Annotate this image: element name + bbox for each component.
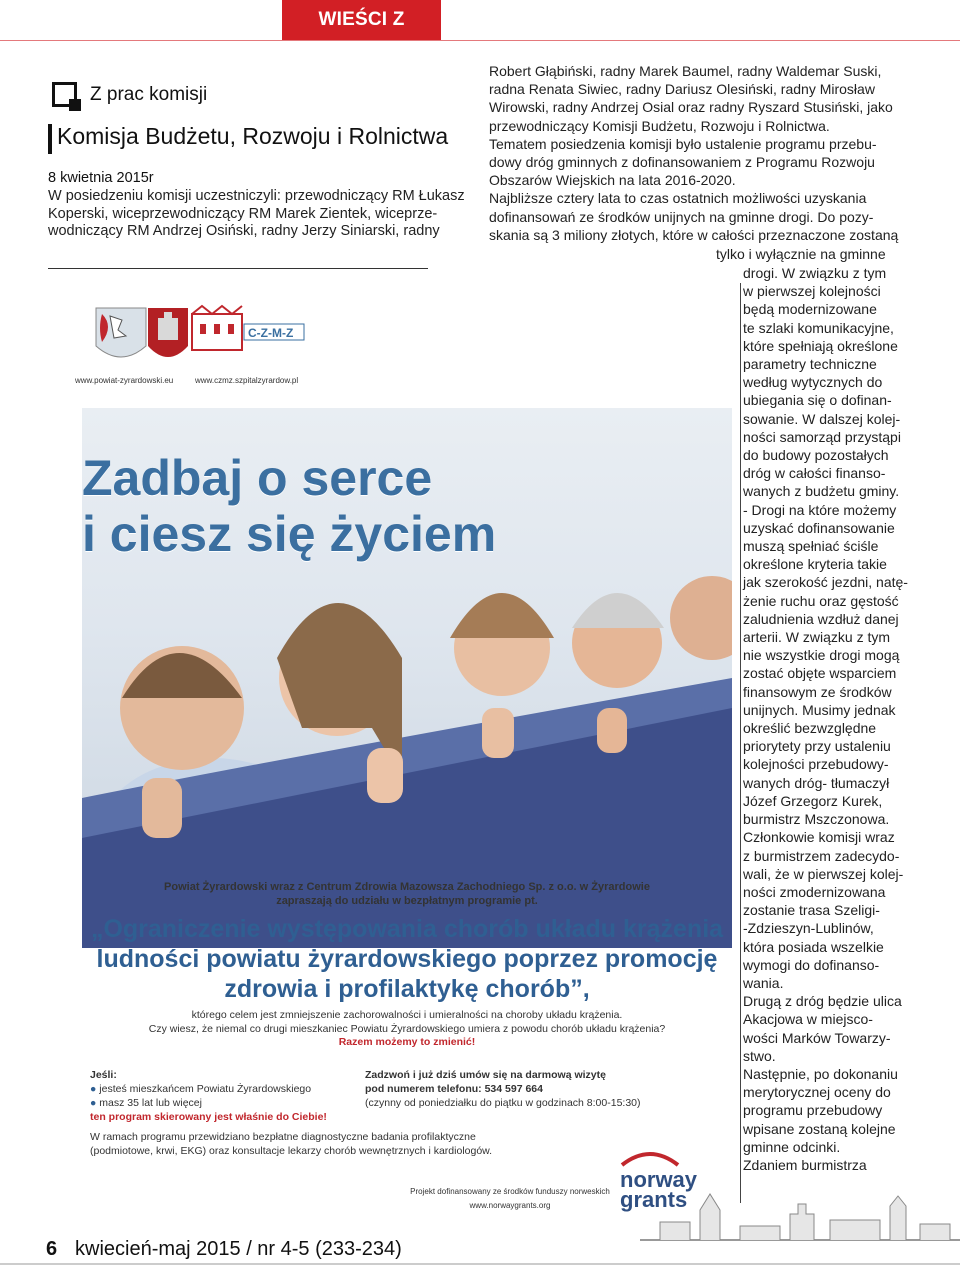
text-line: Obszarów Wiejskich na lata 2016-2020.: [489, 172, 736, 189]
article-date: 8 kwietnia 2015r: [48, 170, 154, 186]
column-rule: [740, 283, 741, 1203]
header-rule: [0, 40, 960, 41]
headline-line: i ciesz się życiem: [82, 506, 497, 562]
town-skyline-icon: [640, 1180, 960, 1250]
poster-text: Zadzwoń i już dziś umów się na darmową wizytę: [365, 1069, 606, 1081]
text-line: parametry techniczne: [743, 356, 877, 373]
list-item-text: jesteś mieszkańcem Powiatu Żyrardowskiego: [99, 1083, 312, 1095]
text-line: zaludnienia wzdłuż danej: [743, 610, 899, 627]
program-details: [90, 1130, 650, 1158]
program-title: zdrowia i profilaktykę chorób”,: [224, 975, 590, 1003]
text-line: programu przebudowy: [743, 1102, 883, 1119]
text-line: wanych z budżetu gminy.: [743, 483, 900, 500]
poster-text: Projekt dofinansowany ze środków funduszy norweskich: [410, 1187, 610, 1196]
logo-text: grants: [620, 1187, 688, 1212]
issue-info: kwiecień-maj 2015 / nr 4-5 (233-234): [75, 1238, 402, 1260]
text-line: nie wszystkie drogi mogą: [743, 647, 900, 664]
article-title: Komisja Budżetu, Rozwoju i Rolnictwa: [57, 123, 449, 149]
list-item: [90, 1082, 390, 1096]
poster-text: W ramach programu przewidziano bezpłatne diagnostyczne badania profilaktyczne: [90, 1131, 476, 1143]
text-line: Najbliższe cztery lata to czas ostatnich możliwości uzyskania: [489, 190, 867, 207]
text-line: burmistrz Mszczonowa.: [743, 811, 890, 828]
health-program-poster: [60, 290, 732, 1225]
text-line: drogi. W związku z tym: [743, 265, 887, 281]
text-line: żenie ruchu oraz gęstość: [743, 592, 899, 609]
text-line: określić bezwzględne: [743, 720, 877, 737]
program-title: ludności powiatu żyrardowskiego poprzez promocję: [96, 945, 718, 973]
poster-slogan: Razem możemy to zmienić!: [338, 1036, 476, 1048]
text-line: w pierwszej kolejności: [743, 283, 881, 300]
text-line: która posiada wszelkie: [743, 938, 884, 955]
text-line: W posiedzeniu komisji uczestniczyli: przewodniczący RM Łukasz: [48, 188, 465, 204]
text-line: Tematem posiedzenia komisji było ustalenie programu przebu-: [489, 135, 877, 152]
text-line: Wirowski, radny Andrzej Osial oraz radny Ryszard Stusiński, jako: [489, 99, 893, 116]
poster-text: (podmiotowe, krwi, EKG) oraz konsultacje lekarzy chorób wewnętrznych i kardiologów.: [90, 1145, 493, 1157]
poster-url: www.powiat-zyrardowski.eu: [75, 376, 174, 385]
funding-note: [390, 1185, 630, 1213]
text-line: skania są 3 miliony złotych, które w całości przeznaczone zostaną: [489, 226, 899, 243]
text-line: ności zmodernizowana: [743, 883, 886, 900]
poster-headline: [82, 450, 732, 562]
text-line: Członkowie komisji wraz: [743, 829, 895, 846]
text-line: radna Renata Siwiec, radny Dariusz Olesiński, radny Mirosław: [489, 81, 875, 98]
text-line: dowy dróg gminnych z dofinansowaniem z Programu Rozwoju: [489, 154, 875, 171]
text-line: zostać objęte wsparciem: [743, 665, 897, 682]
text-line: będą modernizowane: [743, 301, 877, 318]
page-number: 6: [46, 1238, 58, 1260]
poster-text: ten program skierowany jest właśnie do Ciebie!: [90, 1111, 327, 1123]
article-category: Z prac komisji: [90, 84, 208, 105]
footer-rule: [0, 1263, 960, 1265]
text-line: Robert Głąbiński, radny Marek Baumel, radny Waldemar Suski,: [489, 63, 882, 79]
list-item: [90, 1096, 390, 1110]
text-line: -Zdzieszyn-Lublinów,: [743, 920, 874, 937]
text-line: dofinansowań ze środków unijnych na gminne drogi. Do pozy-: [489, 208, 874, 225]
list-item-text: masz 35 lat lub więcej: [99, 1097, 202, 1109]
text-line: wodniczący RM Andrzej Osiński, radny Jerzy Siniarski, radny: [48, 223, 440, 239]
bullet-icon: ●: [90, 1097, 100, 1109]
text-line: wanych dróg- tłumaczył: [743, 774, 890, 791]
text-line: Zdaniem burmistrza: [743, 1156, 867, 1173]
checkbox-icon: [52, 82, 77, 107]
poster-text: Powiat Żyrardowski wraz z Centrum Zdrowia Mazowsza Zachodniego Sp. z o.o. w Żyrardowie: [164, 881, 650, 893]
text-line: określone kryteria takie: [743, 556, 887, 573]
czmz-logo-text: C-Z-M-Z: [248, 326, 294, 340]
text-line: wpisane zostaną kolejne: [743, 1120, 896, 1137]
text-line: przewodniczący Komisji Budżetu, Rozwoju i Rolnictwa.: [489, 117, 830, 134]
poster-text: zapraszają do udziału w bezpłatnym programie pt.: [276, 895, 538, 907]
text-line: - Drogi na które możemy: [743, 501, 897, 518]
poster-url: www.czmz.szpitalzyrardow.pl: [195, 376, 299, 385]
poster-text: pod numerem telefonu: 534 597 664: [365, 1083, 543, 1095]
article-intro: [48, 188, 472, 241]
norway-grants-icon: [620, 1151, 680, 1167]
text-line: arterii. W związku z tym: [743, 629, 891, 646]
text-line: priorytety przy ustaleniu: [743, 738, 891, 755]
text-line: jak szerokość jezdni, natę-: [743, 574, 908, 591]
poster-text: Czy wiesz, że niemal co drugi mieszkaniec Powiatu Żyrardowskiego umiera z powodu chorób układu krążenia?: [148, 1023, 666, 1035]
text-line: uzyskać dofinansowanie: [743, 519, 895, 536]
text-line: z burmistrzem zadecydo-: [743, 847, 900, 864]
article-body: [489, 62, 913, 244]
text-line: muszą spełniać ściśle: [743, 538, 879, 555]
section-header: WIEŚCI Z RATUSZA: [282, 0, 441, 40]
text-line: wania.: [743, 974, 784, 991]
poster-text: którego celem jest zmniejszenie zachorowalności i umieralności na choroby układu krążenia.: [191, 1009, 623, 1021]
eligibility-list: [90, 1068, 390, 1124]
text-line: te szlaki komunikacyjne,: [743, 319, 894, 336]
text-line: wali, że w pierwszej kolej-: [743, 865, 904, 882]
poster-text: www.norwaygrants.org: [469, 1201, 551, 1210]
contact-info: [365, 1068, 705, 1110]
text-line: wości Marków Towarzy-: [743, 1029, 891, 1046]
text-line: według wytycznych do: [743, 374, 883, 391]
text-line: dróg w całości finanso-: [743, 465, 886, 482]
text-line: stwo.: [743, 1047, 776, 1064]
text-line: unijnych. Musimy jednak: [743, 701, 896, 718]
text-line: ności samorząd przystąpi: [743, 428, 901, 445]
text-line: zostanie trasa Szeligi-: [743, 902, 880, 919]
program-title: „Ograniczenie występowania chorób układu krążenia: [90, 915, 724, 943]
text-line: sowanie. W dalszej kolej-: [743, 410, 901, 427]
text-line: Koperski, wiceprzewodniczący RM Marek Zientek, wiceprze-: [48, 205, 438, 222]
title-marker: [48, 124, 52, 154]
poster-text: Jeśli:: [90, 1069, 117, 1081]
article-body-continued: [743, 264, 913, 1174]
text-line: wymogi do dofinanso-: [743, 956, 880, 973]
headline-line: Zadbaj o serce: [82, 450, 433, 506]
text-line: gminne odcinki.: [743, 1138, 841, 1155]
column-divider: [48, 268, 428, 269]
bullet-icon: ●: [90, 1083, 100, 1095]
text-line: Józef Grzegorz Kurek,: [743, 792, 883, 809]
text-line: Drugą z dróg będzie ulica: [743, 993, 902, 1010]
text-line: tylko i wyłącznie na gminne: [716, 246, 886, 262]
text-line: ubiegania się o dofinan-: [743, 392, 892, 409]
text-line: merytorycznej oceny do: [743, 1084, 891, 1101]
poster-text: (czynny od poniedziałku do piątku w godzinach 8:00-15:30): [365, 1097, 641, 1109]
logo-text: norway: [620, 1167, 698, 1192]
text-line: które spełniają określone: [743, 337, 898, 354]
text-line: do budowy pozostałych: [743, 447, 889, 464]
text-line: Akacjowa w miejsco-: [743, 1011, 873, 1028]
text-line: finansowym ze środków: [743, 683, 892, 700]
text-line: kolejności przebudowy-: [743, 756, 889, 773]
text-line: Następnie, po dokonaniu: [743, 1065, 898, 1082]
poster-invitation: [82, 880, 732, 1048]
